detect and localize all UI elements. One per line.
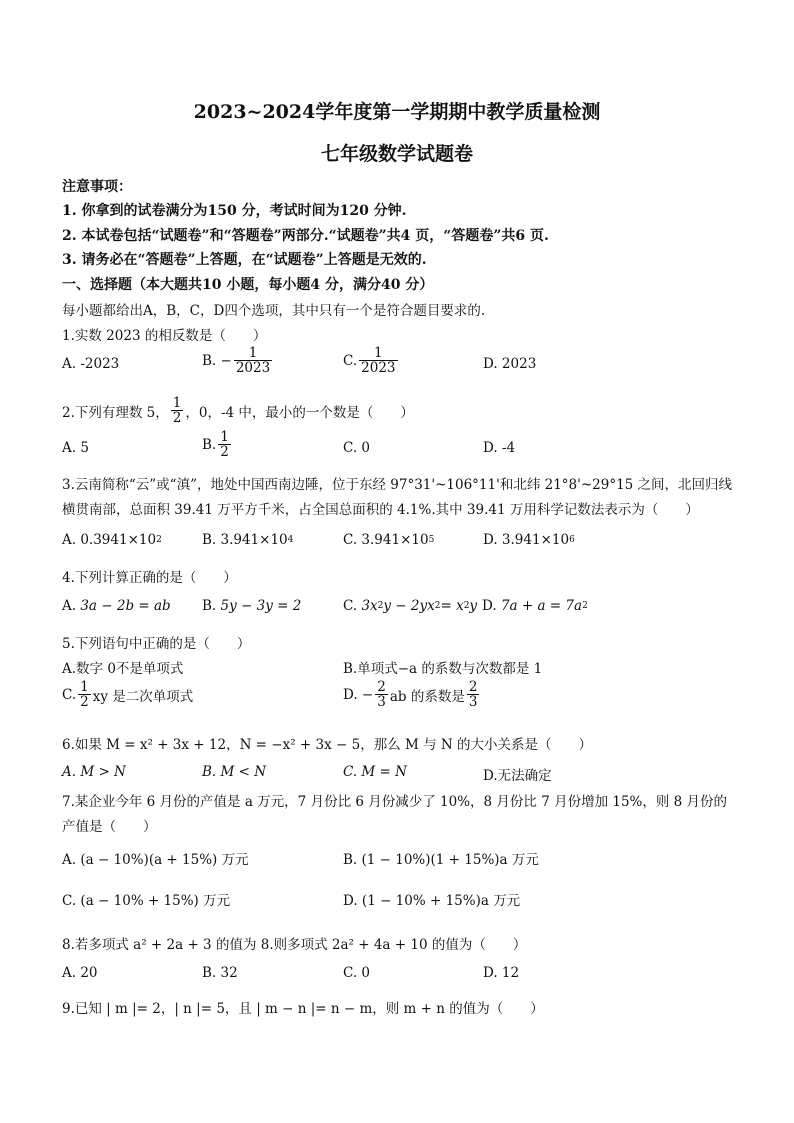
question-6-options — [62, 764, 742, 788]
option-b: B. M < N — [202, 764, 267, 780]
option-d: D. 12 — [483, 965, 520, 981]
exam-subtitle: 七年级数学试题卷 — [320, 143, 473, 165]
question-7-line1: 7.某企业今年 6 月份的产值是 a 万元，7 月份比 6 月份减少了 10%，8 月份比 7 月份增加 15%，则 8 月份的 — [62, 794, 728, 810]
question-3-line2: 横贯南部，总面积 39.41 万平方千米，占全国总面积的 4.1%.其中 39.41 万用科学记数法表示为（ ） — [62, 502, 699, 518]
option-b: B. 3.941×10 4 — [202, 532, 294, 548]
option-d: D.无法确定 — [483, 768, 552, 784]
option-c: C. 3x 2 y − 2yx 2 = x 2 y — [343, 598, 478, 614]
question-7-options-cd — [62, 889, 742, 913]
question-2-options — [62, 430, 742, 470]
option-a: A. 5 — [62, 440, 89, 456]
option-c: C. (a − 10% + 15%) 万元 — [62, 893, 231, 909]
question-1-stem: 1.实数 2023 的相反数是（ ） — [62, 328, 267, 344]
section-instruction: 每小题都给出A，B，C，D四个选项，其中只有一个是符合题目要求的. — [62, 303, 486, 319]
question-5-stem: 5.下列语句中正确的是（ ） — [62, 636, 251, 652]
option-d: D. 2023 — [483, 356, 537, 372]
option-b: B.单项式−a 的系数与次数都是 1 — [343, 661, 543, 677]
fraction: $\frac{2}{3}$ — [468, 679, 478, 711]
option-b: B. (1 − 10%)(1 + 15%)a 万元 — [343, 852, 539, 868]
notice-item: 1. 你拿到的试卷满分为150 分，考试时间为120 分钟. — [62, 203, 407, 219]
fraction: $\frac{2}{3}$ — [377, 679, 386, 711]
option-c: C. 0 — [343, 440, 371, 456]
question-8-stem: 8.若多项式 a² + 2a + 3 的值为 8.则多项式 2a² + 4a + 10 的值为（ ） — [62, 937, 527, 953]
option-b: B. $\frac{1}{2}$ — [202, 429, 229, 461]
question-3-line1: 3.云南简称“云”或“滇”，地处中国西南边陲，位于东经 97°31'~106°11'和北纬 21°8'~29°15 之间，北回归线 — [62, 477, 733, 493]
fraction: $\frac{1}{2023}$ — [361, 345, 396, 377]
fraction: $\frac{1}{2}$ — [172, 395, 182, 427]
fraction: $\frac{1}{2023}$ — [235, 345, 271, 377]
option-a: A. M > N — [62, 764, 126, 780]
option-d: D. -4 — [483, 440, 516, 456]
question-7-line2: 产值是（ ） — [62, 819, 157, 835]
option-b: B. 32 — [202, 965, 238, 981]
option-c: C. M = N — [343, 764, 407, 780]
option-a: A. -2023 — [62, 356, 120, 372]
question-6-stem: 6.如果 M = x² + 3x + 12，N = −x² + 3x − 5，那么 M 与 N 的大小关系是（ ） — [62, 737, 593, 753]
option-c: C. 3.941×10 5 — [343, 532, 435, 548]
option-c: C. 0 — [343, 965, 371, 981]
option-a: A. (a − 10%)(a + 15%) 万元 — [62, 852, 249, 868]
option-c: C. $\frac{1}{2}$ xy 是二次单项式 — [62, 679, 194, 711]
question-5-options-ab — [62, 657, 742, 681]
option-b: B. 5y − 3y = 2 — [202, 598, 302, 614]
question-5-options-cd — [62, 680, 742, 720]
section-heading: 一、选择题（本大题共10 小题，每小题4 分，满分40 分） — [62, 277, 434, 293]
fraction: $\frac{1}{2}$ — [220, 429, 229, 461]
question-7-options-ab — [62, 848, 742, 872]
question-2-stem: 2.下列有理数 5， $\frac{1}{2}$ ，0，-4 中，最小的一个数是（ ） — [62, 395, 414, 427]
notice-item: 2. 本试卷包括“试题卷”和“答题卷”两部分.“试题卷”共4 页，“答题卷”共6 页. — [62, 228, 549, 244]
option-b: B. − $\frac{1}{2023}$ — [202, 345, 271, 377]
option-a: A. 3a − 2b = ab — [62, 598, 171, 614]
option-d: D. 7a + a = 7a 2 — [482, 598, 588, 614]
option-d: D. − $\frac{2}{3}$ ab 的系数是 $\frac{2}{3}$ — [343, 679, 478, 711]
question-8-options — [62, 965, 742, 989]
option-a: A.数字 0不是单项式 — [62, 661, 184, 677]
question-4-stem: 4.下列计算正确的是（ ） — [62, 570, 237, 586]
option-d: D. (1 − 10% + 15%)a 万元 — [343, 893, 521, 909]
fraction: $\frac{1}{2}$ — [80, 679, 89, 711]
question-1-options — [62, 346, 742, 386]
notice-item: 3. 请务必在“答题卷”上答题，在“试题卷”上答题是无效的. — [62, 252, 427, 268]
question-9-stem: 9.已知 | m |= 2，| n |= 5，且 | m − n |= n − m，则 m + n 的值为（ ） — [62, 1001, 544, 1017]
option-a: A. 0.3941×10 2 — [62, 532, 162, 548]
notice-heading: 注意事项： — [62, 179, 132, 195]
option-a: A. 20 — [62, 965, 98, 981]
option-d: D. 3.941×10 6 — [483, 532, 575, 548]
exam-title: 2023~2024学年度第一学期期中教学质量检测 — [193, 101, 601, 123]
option-c: C. $\frac{1}{2023}$ — [343, 345, 396, 377]
